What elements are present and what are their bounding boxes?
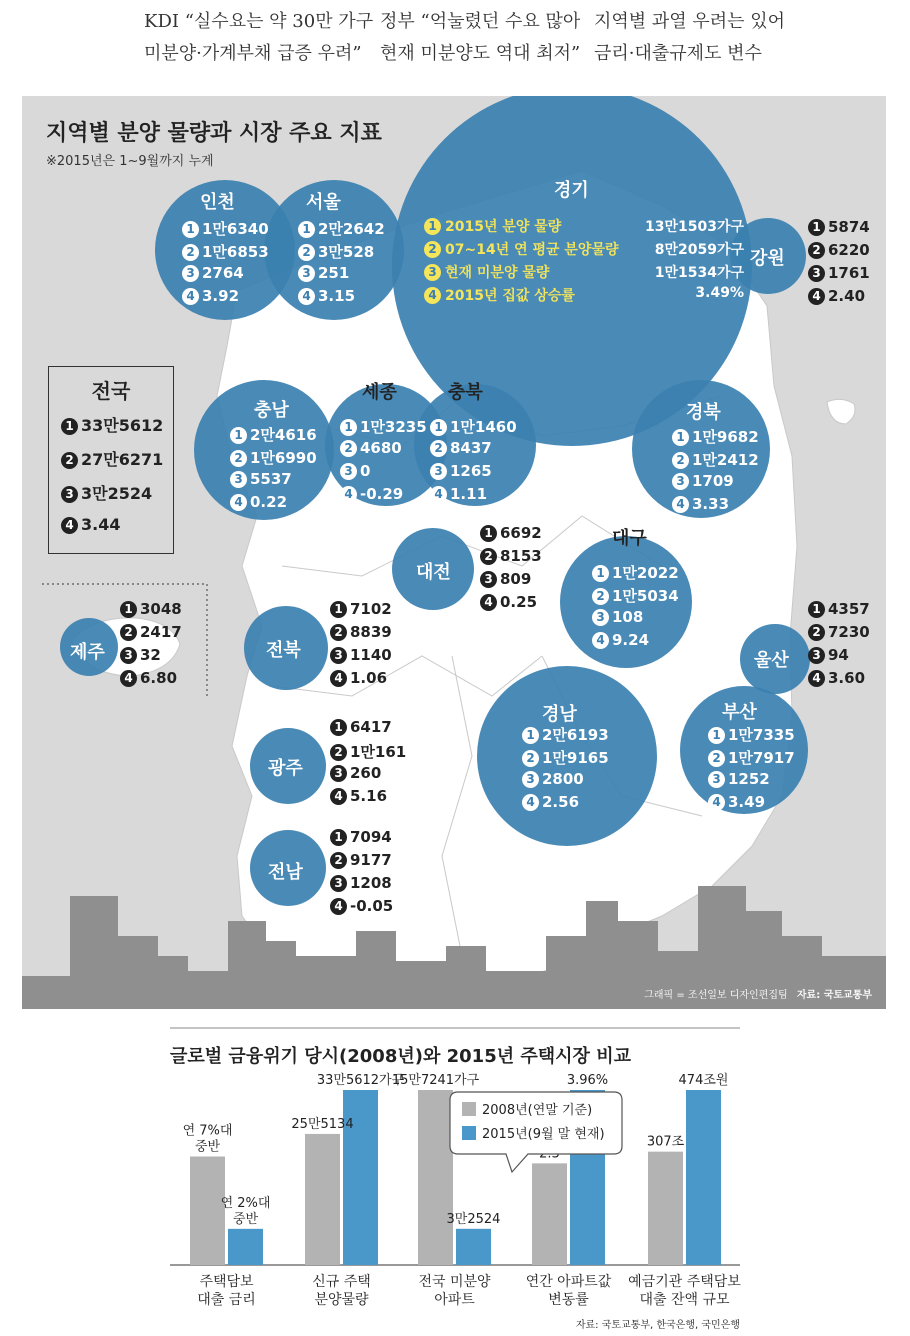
category-label-3: 연간 아파트값 [525,1274,612,1290]
category-label-1: 신규 주택 [312,1274,371,1290]
chungnam-stat-3: 3 5537 [230,470,292,488]
bar-value-label-2015-category-3: 3.96% [566,1073,609,1088]
bar-2008-category-3 [532,1163,567,1265]
headline-variables [594,6,785,70]
gyeongbuk-stat-4: 4 3.33 [672,495,729,513]
chungnam-stat-2: 2 1만6990 [230,447,317,468]
chungnam-stat-4: 4 0.22 [230,493,287,511]
bar-value-label-2015-category-2: 3만2524 [446,1211,501,1227]
region-name-gwangju: 광주 [268,758,303,779]
bar-2008-category-1 [305,1134,340,1265]
bar-value-label-2008-category-4: 307조 [646,1134,685,1150]
headline-kdi-line1: KDI “실수요는 약 30만 가구 [144,11,374,32]
bar-2015-category-2 [456,1229,491,1265]
national-stat-3: 3 3만2524 [61,481,152,504]
national-stat-2: 2 27만6271 [61,447,163,470]
region-name-gyeonggi: 경기 [554,180,589,201]
jeonbuk-stat-3: 3 1140 [330,646,392,664]
gyeongbuk-stat-3: 3 1709 [672,472,734,490]
daejeon-stat-3: 3 809 [480,570,531,588]
daegu-stat-2: 2 1만5034 [592,585,679,606]
gyeonggi-row-1: 1 2015년 분양 물량 13만1503가구 [424,216,744,236]
gyeongnam-stat-2: 2 1만9165 [522,747,609,768]
gangwon-stat-1: 1 5874 [808,218,870,236]
legend-swatch-2008 [462,1102,476,1116]
jeju-stat-4: 4 6.80 [120,669,177,687]
incheon-stat-2: 2 1만6853 [182,241,269,262]
category-label-0: 대출 금리 [197,1292,256,1308]
busan-stat-2: 2 1만7917 [708,747,795,768]
headline-government-line1: 정부 “억눌렸던 수요 많아 [380,11,581,32]
bar-value-label-2008-category-0: 중반 [194,1139,221,1155]
category-label-3: 변동률 [548,1292,589,1308]
jeonbuk-stat-2: 2 8839 [330,623,392,641]
gyeongnam-stat-1: 1 2만6193 [522,724,609,745]
region-name-seoul: 서울 [306,192,341,213]
national-title: 전국 [91,379,131,403]
daegu-stat-1: 1 1만2022 [592,562,679,583]
credit-text: 그래픽 = 조선일보 디자인편집팀 [644,990,788,1001]
seoul-stat-2: 2 3만528 [298,241,374,262]
chart-source: 자료: 국토교통부, 한국은행, 국민은행 [575,1320,740,1331]
busan-stat-4: 4 3.49 [708,793,765,811]
jeju-stat-3: 3 32 [120,646,161,664]
category-label-4: 예금기관 주택담보 [628,1274,741,1290]
jeonnam-stat-4: 4 -0.05 [330,897,393,915]
region-name-chungnam: 충남 [254,400,289,421]
seoul-stat-1: 1 2만2642 [298,218,385,239]
chart-title: 글로벌 금융위기 당시(2008년)와 2015년 주택시장 비교 [170,1046,631,1067]
jeonbuk-stat-4: 4 1.06 [330,669,387,687]
gyeonggi-row-2: 2 07~14년 연 평균 분양물량 8만2059가구 [424,239,744,259]
gyeonggi-row-4: 4 2015년 집값 상승률 3.49% [424,285,744,305]
incheon-stat-3: 3 2764 [182,264,244,282]
jeonbuk-stat-1: 1 7102 [330,600,392,618]
gwangju-stat-2: 2 1만161 [330,741,406,762]
region-name-jeonnam: 전남 [268,862,303,883]
headline-kdi-line2: 미분양·가계부채 급증 우려” [144,43,362,64]
map-note: ※2015년은 1~9월까지 누계 [46,154,214,169]
busan-stat-3: 3 1252 [708,770,770,788]
ulsan-stat-2: 2 7230 [808,623,870,641]
gangwon-stat-4: 4 2.40 [808,287,865,305]
map-credit [644,986,872,1001]
incheon-stat-1: 1 1만6340 [182,218,269,239]
daegu-stat-3: 3 108 [592,608,643,626]
gyeongnam-stat-4: 4 2.56 [522,793,579,811]
ulleungdo-shape [827,399,855,424]
daejeon-stat-4: 4 0.25 [480,593,537,611]
bar-value-label-2015-category-4: 474조원 [678,1073,729,1088]
national-stat-1: 1 33만5612 [61,413,163,436]
bar-value-label-2015-category-0: 중반 [232,1211,259,1227]
jeju-stat-2: 2 2417 [120,623,182,641]
daejeon-stat-2: 2 8153 [480,547,542,565]
region-name-jeju: 제주 [70,642,105,663]
region-name-chungbuk: 충북 [448,382,483,403]
jeonnam-stat-3: 3 1208 [330,874,392,892]
gyeongbuk-stat-2: 2 1만2412 [672,449,759,470]
region-name-gangwon: 강원 [750,248,785,269]
bar-value-label-2008-category-2: 15만7241가구 [391,1073,480,1088]
busan-stat-1: 1 1만7335 [708,724,795,745]
daegu-stat-4: 4 9.24 [592,631,649,649]
daejeon-stat-1: 1 6692 [480,524,542,542]
jeonnam-stat-2: 2 9177 [330,851,392,869]
bar-value-label-2008-category-0: 연 7%대 [182,1123,233,1139]
source-text: 자료: 국토교통부 [796,990,872,1001]
incheon-stat-4: 4 3.92 [182,287,239,305]
gwangju-stat-4: 4 5.16 [330,787,387,805]
region-name-gyeongnam: 경남 [542,704,577,725]
category-labels-layer [197,1273,741,1308]
chungbuk-stat-1: 1 1만1460 [430,416,517,437]
ulsan-stat-1: 1 4357 [808,600,870,618]
legend-label-2015: 2015년(9월 말 현재) [482,1127,605,1142]
sejong-stat-2: 2 4680 [340,439,402,457]
category-label-2: 전국 미분양 [418,1274,491,1290]
headline-government [380,6,580,70]
gyeonggi-row-3: 3 현재 미분양 물량 1만1534가구 [424,262,744,282]
category-label-0: 주택담보 [199,1274,254,1290]
bar-2008-category-4 [648,1152,683,1265]
jeonnam-stat-1: 1 7094 [330,828,392,846]
category-label-1: 분양물량 [314,1292,369,1308]
headline-variables-line1: 지역별 과열 우려는 있어 [594,11,786,32]
comparison-bar-chart [0,1016,910,1336]
gyeongnam-stat-3: 3 2800 [522,770,584,788]
gangwon-stat-2: 2 6220 [808,241,870,259]
sejong-stat-4: 4 -0.29 [340,485,403,503]
region-name-sejong: 세종 [362,382,397,403]
gwangju-stat-1: 1 6417 [330,718,392,736]
chungbuk-stat-4: 4 1.11 [430,485,487,503]
national-stat-4: 4 3.44 [61,515,120,534]
region-name-gyeongbuk: 경북 [686,402,721,423]
chungbuk-stat-2: 2 8437 [430,439,492,457]
bar-value-label-2015-category-0: 연 2%대 [220,1195,271,1211]
seoul-stat-3: 3 251 [298,264,349,282]
bar-2008-category-2 [418,1090,453,1265]
jeju-stat-1: 1 3048 [120,600,182,618]
bar-2015-category-0 [228,1229,263,1265]
legend-label-2008: 2008년(연말 기준) [482,1103,593,1118]
national-box [48,366,174,554]
region-name-daegu: 대구 [612,528,647,549]
chungbuk-stat-3: 3 1265 [430,462,492,480]
sejong-stat-3: 3 0 [340,462,370,480]
region-name-jeonbuk: 전북 [266,640,301,661]
legend-swatch-2015 [462,1126,476,1140]
region-name-busan: 부산 [722,702,757,723]
category-label-2: 아파트 [434,1292,475,1308]
sejong-stat-1: 1 1만3235 [340,416,427,437]
headline-kdi [144,6,373,70]
bar-2015-category-4 [686,1090,721,1265]
category-label-4: 대출 잔액 규모 [639,1292,730,1308]
gyeongbuk-stat-1: 1 1만9682 [672,426,759,447]
region-name-ulsan: 울산 [754,650,789,671]
bar-value-label-2015-category-1: 33만5612가구 [316,1073,405,1088]
gangwon-stat-3: 3 1761 [808,264,870,282]
regional-map-panel [22,96,886,1009]
chungnam-stat-1: 1 2만4616 [230,424,317,445]
seoul-stat-4: 4 3.15 [298,287,355,305]
region-name-incheon: 인천 [200,192,235,213]
region-name-daejeon: 대전 [416,562,451,583]
headline-government-line2: 현재 미분양도 역대 최저” [380,43,581,64]
headline-variables-line2: 금리·대출규제도 변수 [594,43,762,64]
bar-value-label-2008-category-1: 25만5134 [291,1116,354,1132]
map-title: 지역별 분양 물량과 시장 주요 지표 [46,121,382,146]
gwangju-stat-3: 3 260 [330,764,381,782]
ulsan-stat-4: 4 3.60 [808,669,865,687]
ulsan-stat-3: 3 94 [808,646,849,664]
